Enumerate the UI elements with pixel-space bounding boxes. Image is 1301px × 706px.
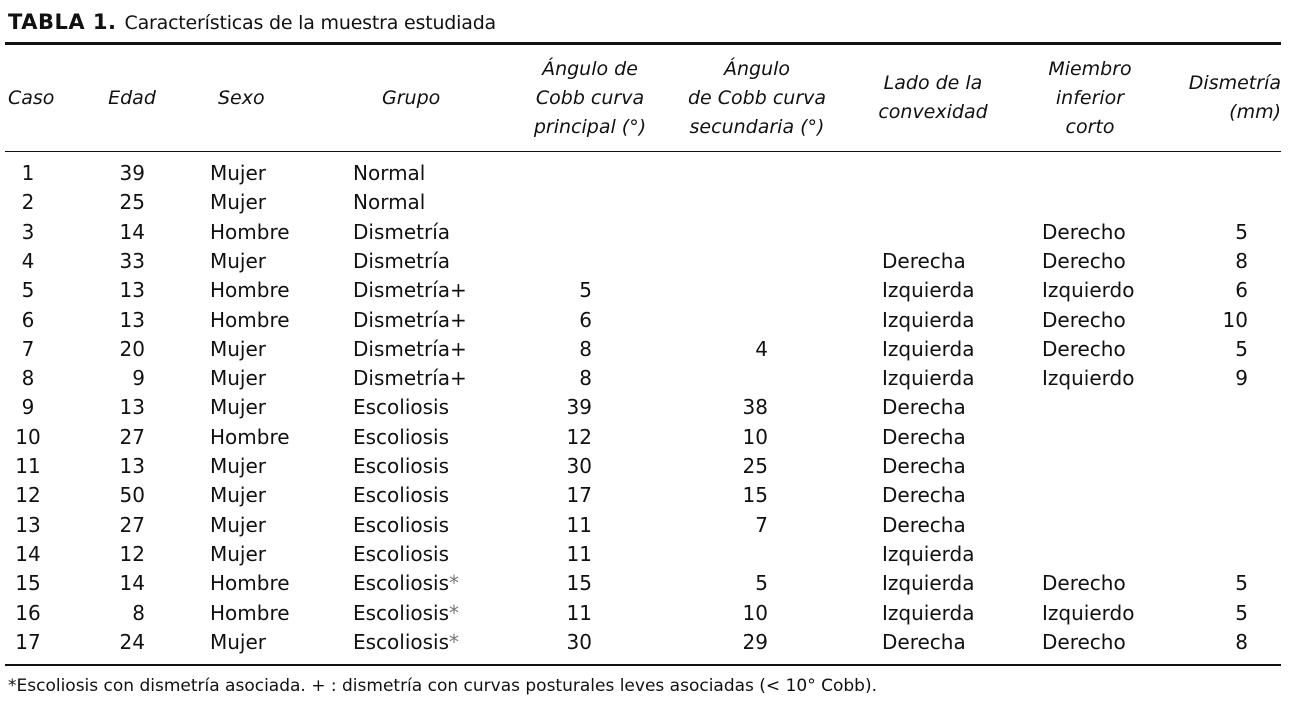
cell-sexo-text: Mujer: [210, 483, 267, 508]
cell-grupo: [353, 452, 449, 481]
header-sexo: Sexo: [218, 87, 265, 109]
cell-angulo-secundaria-text: 10: [742, 424, 768, 449]
cell-caso: [8, 247, 48, 276]
cell-angulo-secundaria: [690, 393, 768, 422]
cell-lado-convexidad-text: Derecha: [882, 454, 966, 478]
cell-grupo: [353, 218, 450, 247]
cell-lado-convexidad: [882, 569, 974, 598]
cell-caso-text: 12: [15, 483, 41, 508]
cell-sexo: [210, 511, 266, 540]
cell-grupo: [353, 159, 425, 188]
table-row: [0, 276, 1301, 305]
cell-miembro-inferior: [1042, 247, 1126, 276]
cell-lado-convexidad-text: Derecha: [882, 512, 966, 537]
header-rule: [5, 151, 1281, 152]
cell-sexo: [210, 218, 290, 247]
cell-angulo-principal-text: 15: [566, 571, 592, 596]
cell-dismetria-text: 5: [1235, 571, 1248, 596]
table-row: [0, 218, 1301, 247]
cell-angulo-principal: [520, 511, 592, 540]
cell-caso-text: 10: [15, 424, 41, 449]
cell-angulo-principal: [520, 628, 592, 657]
cell-lado-convexidad-text: Izquierda: [882, 571, 975, 596]
cell-dismetria: [1200, 569, 1248, 598]
cell-angulo-principal: [520, 452, 592, 481]
cell-caso: [8, 159, 48, 188]
cell-edad-text: 27: [119, 512, 145, 537]
cell-dismetria-text: 5: [1235, 336, 1248, 361]
cell-grupo-text: Escoliosis: [353, 600, 450, 625]
cell-grupo-text: Dismetría+: [353, 336, 467, 361]
cell-dismetria-text: 9: [1235, 366, 1248, 391]
cell-caso: [8, 511, 48, 540]
cell-caso: [8, 540, 48, 569]
cell-grupo-text: Dismetría+: [353, 366, 467, 391]
cell-angulo-secundaria: [690, 511, 768, 540]
cell-sexo-text: Mujer: [210, 629, 267, 654]
cell-angulo-principal-text: 11: [566, 600, 592, 625]
cell-caso: [8, 599, 48, 628]
cell-caso: [8, 452, 48, 481]
cell-dismetria: [1200, 335, 1248, 364]
cell-lado-convexidad: [882, 511, 966, 540]
cell-caso: [8, 569, 48, 598]
cell-sexo: [210, 481, 266, 510]
cell-grupo: [353, 393, 449, 422]
cell-miembro-inferior-text: Izquierdo: [1042, 600, 1135, 625]
cell-grupo-text: Dismetría: [353, 219, 451, 244]
cell-sexo: [210, 306, 290, 335]
cell-grupo-text: Escoliosis: [353, 629, 450, 654]
header-angulo-secundaria: Ángulo de Cobb curva secundaria (°): [687, 58, 827, 138]
cell-lado-convexidad: [882, 628, 966, 657]
cell-caso: [8, 423, 48, 452]
cell-caso-text: 11: [15, 454, 41, 478]
cell-caso: [8, 306, 48, 335]
cell-lado-convexidad: [882, 364, 974, 393]
cell-edad: [100, 159, 145, 188]
cell-lado-convexidad: [882, 599, 974, 628]
cell-edad: [100, 628, 145, 657]
cell-caso-text: 3: [21, 219, 35, 244]
cell-miembro-inferior: [1042, 306, 1126, 335]
cell-edad-text: 13: [119, 454, 145, 478]
cell-lado-convexidad: [882, 335, 974, 364]
cell-angulo-principal: [520, 276, 592, 305]
cell-edad: [100, 569, 145, 598]
table-row: [0, 364, 1301, 393]
cell-lado-convexidad-text: Izquierda: [882, 336, 975, 361]
cell-sexo-text: Mujer: [210, 190, 267, 215]
cell-edad: [100, 511, 145, 540]
cell-caso: [8, 335, 48, 364]
table-row: [0, 599, 1301, 628]
cell-lado-convexidad-text: Izquierda: [882, 278, 975, 303]
cell-dismetria: [1200, 276, 1248, 305]
cell-angulo-secundaria: [690, 628, 768, 657]
cell-sexo-text: Hombre: [210, 219, 290, 244]
cell-lado-convexidad-text: Derecha: [882, 483, 966, 508]
cell-sexo: [210, 569, 290, 598]
table-row: [0, 481, 1301, 510]
cell-angulo-principal: [520, 306, 592, 335]
cell-caso-text: 1: [21, 161, 35, 185]
cell-sexo-text: Mujer: [210, 541, 267, 566]
cell-caso-text: 6: [21, 307, 35, 332]
cell-dismetria: [1200, 306, 1248, 335]
cell-miembro-inferior-text: Izquierdo: [1042, 366, 1135, 391]
cell-grupo: [353, 276, 467, 305]
cell-caso-text: 15: [15, 571, 41, 596]
cell-grupo-text: Escoliosis: [353, 483, 450, 508]
cell-dismetria-text: 5: [1235, 219, 1248, 244]
cell-dismetria: [1200, 364, 1248, 393]
cell-caso-text: 2: [21, 190, 35, 215]
cell-sexo: [210, 393, 266, 422]
cell-edad-text: 13: [119, 278, 145, 303]
cell-dismetria-text: 8: [1235, 248, 1248, 273]
table-caption: Características de la muestra estudiada: [124, 12, 496, 34]
cell-grupo: [353, 599, 459, 628]
cell-lado-convexidad: [882, 540, 974, 569]
cell-sexo-text: Hombre: [210, 278, 290, 303]
cell-dismetria-text: 10: [1222, 307, 1248, 332]
cell-sexo-text: Mujer: [210, 395, 267, 420]
cell-angulo-secundaria-text: 5: [755, 571, 768, 596]
cell-caso: [8, 188, 48, 217]
cell-lado-convexidad: [882, 393, 966, 422]
cell-sexo-text: Hombre: [210, 571, 290, 596]
cell-angulo-secundaria: [690, 423, 768, 452]
cell-grupo-text: Escoliosis: [353, 571, 450, 596]
cell-lado-convexidad-text: Izquierda: [882, 366, 975, 391]
cell-caso-text: 17: [15, 629, 41, 654]
cell-caso-text: 5: [21, 278, 35, 303]
header-lado-convexidad: Lado de la convexidad: [878, 72, 988, 123]
cell-grupo: [353, 540, 449, 569]
header-grupo: Grupo: [382, 87, 441, 109]
cell-edad: [100, 276, 145, 305]
cell-lado-convexidad: [882, 247, 966, 276]
cell-miembro-inferior-text: Derecho: [1042, 219, 1126, 244]
cell-sexo: [210, 276, 290, 305]
cell-sexo: [210, 335, 266, 364]
cell-edad-text: 20: [119, 336, 145, 361]
cell-miembro-inferior-text: Derecho: [1042, 336, 1126, 361]
header-dismetria: Dismetría (mm): [1188, 72, 1281, 123]
cell-edad-text: 8: [132, 600, 145, 625]
table-row: [0, 188, 1301, 217]
cell-edad-text: 39: [119, 161, 145, 185]
cell-lado-convexidad: [882, 481, 966, 510]
cell-lado-convexidad-text: Derecha: [882, 395, 966, 420]
cell-lado-convexidad: [882, 276, 974, 305]
cell-miembro-inferior: [1042, 628, 1126, 657]
cell-angulo-principal: [520, 540, 592, 569]
cell-sexo: [210, 452, 266, 481]
table-row: [0, 423, 1301, 452]
cell-angulo-principal: [520, 393, 592, 422]
cell-angulo-principal: [520, 364, 592, 393]
cell-angulo-secundaria: [690, 335, 768, 364]
cell-angulo-secundaria-text: 4: [755, 336, 768, 361]
cell-sexo-text: Hombre: [210, 600, 290, 625]
cell-angulo-secundaria-text: 15: [742, 483, 768, 508]
cell-edad-text: 33: [119, 248, 145, 273]
cell-angulo-secundaria-text: 29: [742, 629, 768, 654]
cell-edad: [100, 481, 145, 510]
cell-miembro-inferior-text: Derecho: [1042, 629, 1126, 654]
cell-caso: [8, 364, 48, 393]
cell-miembro-inferior-text: Derecho: [1042, 571, 1126, 596]
cell-sexo-text: Hombre: [210, 307, 290, 332]
cell-dismetria: [1200, 628, 1248, 657]
cell-grupo: [353, 628, 459, 657]
cell-grupo-text: Normal: [353, 161, 426, 185]
cell-grupo-text: Escoliosis: [353, 395, 450, 420]
cell-edad-text: 13: [119, 307, 145, 332]
table-row: [0, 452, 1301, 481]
cell-edad: [100, 188, 145, 217]
cell-lado-convexidad-text: Izquierda: [882, 307, 975, 332]
cell-miembro-inferior-text: Derecho: [1042, 248, 1126, 273]
cell-angulo-principal-text: 8: [579, 336, 592, 361]
cell-angulo-secundaria: [690, 569, 768, 598]
cell-grupo-text: Escoliosis: [353, 454, 450, 478]
header-miembro-inferior: Miembro inferior corto: [1048, 58, 1132, 138]
cell-edad: [100, 452, 145, 481]
cell-edad-text: 14: [119, 219, 145, 244]
cell-grupo-text: Escoliosis: [353, 541, 450, 566]
cell-angulo-secundaria-text: 38: [742, 395, 768, 420]
cell-caso-text: 9: [21, 395, 35, 420]
cell-sexo: [210, 247, 266, 276]
cell-edad-text: 27: [119, 424, 145, 449]
cell-angulo-principal-text: 39: [566, 395, 592, 420]
cell-lado-convexidad: [882, 452, 966, 481]
cell-grupo: [353, 481, 449, 510]
cell-angulo-principal-text: 30: [566, 629, 592, 654]
cell-grupo-text: Escoliosis: [353, 424, 450, 449]
cell-edad-text: 14: [119, 571, 145, 596]
cell-edad: [100, 306, 145, 335]
cell-lado-convexidad-text: Derecha: [882, 248, 966, 273]
cell-angulo-secundaria-text: 7: [755, 512, 768, 537]
cell-lado-convexidad-text: Derecha: [882, 629, 966, 654]
cell-edad-text: 12: [119, 541, 145, 566]
cell-sexo: [210, 628, 266, 657]
cell-sexo-text: Mujer: [210, 366, 267, 391]
cell-lado-convexidad: [882, 306, 974, 335]
cell-lado-convexidad-text: Izquierda: [882, 600, 975, 625]
cell-edad: [100, 599, 145, 628]
cell-edad-text: 25: [119, 190, 145, 215]
cell-angulo-principal: [520, 423, 592, 452]
cell-edad-text: 9: [132, 366, 145, 391]
cell-grupo-text: Escoliosis: [353, 512, 450, 537]
top-rule: [5, 42, 1281, 45]
cell-angulo-secundaria-text: 10: [742, 600, 768, 625]
cell-edad-text: 50: [119, 483, 145, 508]
header-edad: Edad: [108, 87, 156, 109]
cell-caso-text: 7: [21, 336, 35, 361]
cell-edad: [100, 540, 145, 569]
asterisk-marker: *: [449, 571, 460, 596]
cell-miembro-inferior: [1042, 599, 1134, 628]
bottom-rule: [5, 664, 1281, 666]
cell-angulo-principal-text: 6: [579, 307, 592, 332]
table-row: [0, 306, 1301, 335]
cell-sexo: [210, 159, 266, 188]
cell-grupo: [353, 569, 459, 598]
cell-caso: [8, 393, 48, 422]
cell-edad: [100, 393, 145, 422]
cell-angulo-principal-text: 17: [566, 483, 592, 508]
cell-dismetria-text: 5: [1235, 600, 1248, 625]
cell-miembro-inferior: [1042, 276, 1134, 305]
cell-grupo: [353, 335, 467, 364]
table-row: [0, 393, 1301, 422]
cell-sexo: [210, 423, 290, 452]
cell-edad: [100, 218, 145, 247]
cell-lado-convexidad-text: Izquierda: [882, 541, 975, 566]
cell-caso-text: 14: [15, 541, 41, 566]
cell-grupo: [353, 423, 449, 452]
cell-dismetria-text: 6: [1235, 278, 1248, 303]
table-row: [0, 335, 1301, 364]
cell-caso: [8, 276, 48, 305]
cell-angulo-principal: [520, 481, 592, 510]
cell-grupo: [353, 247, 450, 276]
cell-angulo-secundaria: [690, 481, 768, 510]
cell-sexo-text: Hombre: [210, 424, 290, 449]
cell-caso-text: 4: [21, 248, 35, 273]
cell-angulo-principal-text: 8: [579, 366, 592, 391]
cell-dismetria: [1200, 218, 1248, 247]
cell-caso: [8, 628, 48, 657]
cell-edad: [100, 335, 145, 364]
cell-edad-text: 13: [119, 395, 145, 420]
cell-grupo-text: Dismetría+: [353, 278, 467, 303]
cell-grupo-text: Dismetría+: [353, 307, 467, 332]
table-row: [0, 628, 1301, 657]
header-caso: Caso: [8, 87, 55, 109]
cell-angulo-principal-text: 5: [579, 278, 592, 303]
cell-sexo-text: Mujer: [210, 512, 267, 537]
table-label: TABLA 1.: [8, 10, 117, 34]
cell-sexo: [210, 364, 266, 393]
asterisk-marker: *: [449, 600, 460, 625]
cell-miembro-inferior: [1042, 569, 1126, 598]
cell-grupo-text: Dismetría: [353, 248, 451, 273]
cell-sexo-text: Mujer: [210, 248, 267, 273]
cell-angulo-principal-text: 30: [566, 454, 592, 478]
cell-angulo-secundaria-text: 25: [742, 454, 768, 478]
table-title: [8, 10, 496, 34]
table-row: [0, 511, 1301, 540]
cell-caso: [8, 481, 48, 510]
cell-angulo-principal: [520, 569, 592, 598]
cell-lado-convexidad-text: Derecha: [882, 424, 966, 449]
cell-sexo-text: Mujer: [210, 336, 267, 361]
cell-edad: [100, 364, 145, 393]
cell-grupo: [353, 188, 425, 217]
cell-grupo: [353, 306, 467, 335]
table-row: [0, 247, 1301, 276]
cell-angulo-principal: [520, 599, 592, 628]
cell-dismetria: [1200, 599, 1248, 628]
cell-angulo-principal-text: 12: [566, 424, 592, 449]
cell-caso-text: 16: [15, 600, 41, 625]
cell-edad: [100, 247, 145, 276]
table-footnote: *Escoliosis con dismetría asociada. + : dismetría con curvas posturales leves asociadas (< 10° Cobb).: [8, 676, 878, 696]
cell-caso: [8, 218, 48, 247]
cell-caso-text: 8: [21, 366, 35, 391]
cell-angulo-principal: [520, 335, 592, 364]
cell-sexo: [210, 599, 290, 628]
table-row: [0, 159, 1301, 188]
cell-sexo-text: Mujer: [210, 161, 267, 185]
cell-angulo-principal-text: 11: [566, 541, 592, 566]
header-angulo-principal: Ángulo de Cobb curva principal (°): [533, 58, 647, 138]
cell-lado-convexidad: [882, 423, 966, 452]
cell-miembro-inferior: [1042, 364, 1134, 393]
cell-angulo-secundaria: [690, 599, 768, 628]
cell-caso-text: 13: [15, 512, 41, 537]
cell-miembro-inferior-text: Izquierdo: [1042, 278, 1135, 303]
cell-grupo-text: Normal: [353, 190, 426, 215]
cell-grupo: [353, 364, 467, 393]
asterisk-marker: *: [449, 629, 460, 654]
table-row: [0, 569, 1301, 598]
cell-miembro-inferior: [1042, 218, 1126, 247]
cell-miembro-inferior: [1042, 335, 1126, 364]
cell-sexo-text: Mujer: [210, 454, 267, 478]
cell-dismetria-text: 8: [1235, 629, 1248, 654]
cell-angulo-principal-text: 11: [566, 512, 592, 537]
cell-miembro-inferior-text: Derecho: [1042, 307, 1126, 332]
cell-grupo: [353, 511, 449, 540]
cell-sexo: [210, 540, 266, 569]
cell-angulo-secundaria: [690, 452, 768, 481]
cell-edad: [100, 423, 145, 452]
cell-sexo: [210, 188, 266, 217]
cell-dismetria: [1200, 247, 1248, 276]
cell-edad-text: 24: [119, 629, 145, 654]
table-row: [0, 540, 1301, 569]
